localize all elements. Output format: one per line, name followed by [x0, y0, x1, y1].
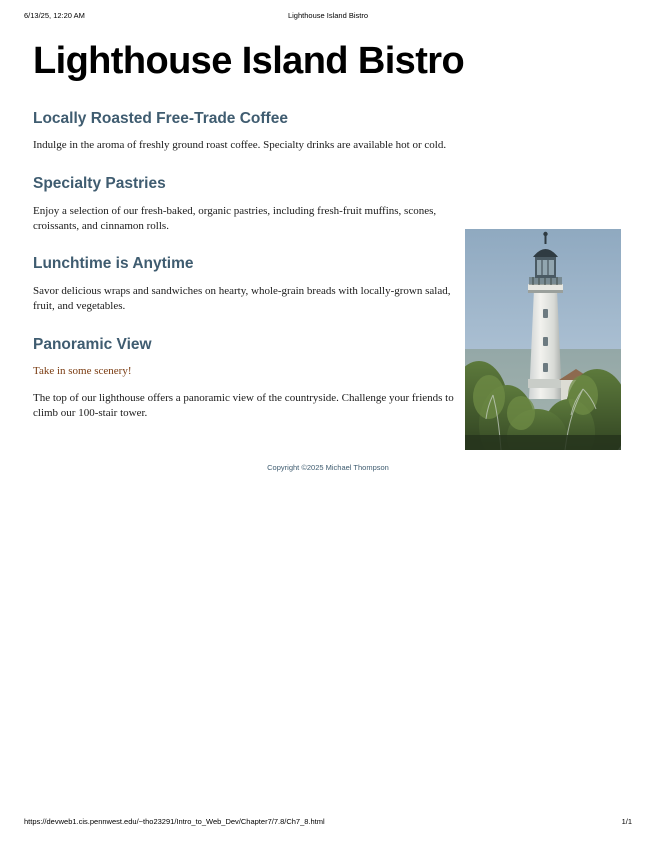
section-heading-lunch: Lunchtime is Anytime [33, 255, 194, 273]
section-text-view-detail: The top of our lighthouse offers a panoramic view of the countryside. Challenge your friends to climb our 100-stair tower. [33, 392, 454, 419]
print-header [0, 11, 656, 25]
page-title: Lighthouse Island Bistro [33, 40, 465, 82]
section-text-view-intro: Take in some scenery! [33, 365, 132, 378]
section-heading-pastries: Specialty Pastries [33, 175, 166, 193]
print-footer-page: 1/1 [621, 817, 632, 826]
print-footer-url: https://devweb1.cis.pennwest.edu/~tho23291/Intro_to_Web_Dev/Chapter7/7.8/Ch7_8.html [24, 817, 325, 826]
section-heading-coffee: Locally Roasted Free-Trade Coffee [33, 109, 288, 127]
copyright-text: Copyright ©2025 Michael Thompson [267, 463, 389, 472]
section-text-pastries: Enjoy a selection of our fresh-baked, organic pastries, including fresh-fruit muffins, scones, croissants, and cinnamon rolls. [33, 204, 437, 232]
section-text-coffee: Indulge in the aroma of freshly ground roast coffee. Specialty drinks are available hot or cold. [33, 139, 447, 152]
lighthouse-photo [465, 229, 621, 450]
print-header-date: 6/13/25, 12:20 AM [24, 11, 85, 20]
section-heading-view: Panoramic View [33, 335, 152, 353]
print-header-title: Lighthouse Island Bistro [287, 11, 369, 20]
print-footer [0, 817, 656, 831]
section-text-lunch: Savor delicious wraps and sandwiches on hearty, whole-grain breads with locally-grown salad, fruit, and vegetables. [33, 285, 451, 312]
